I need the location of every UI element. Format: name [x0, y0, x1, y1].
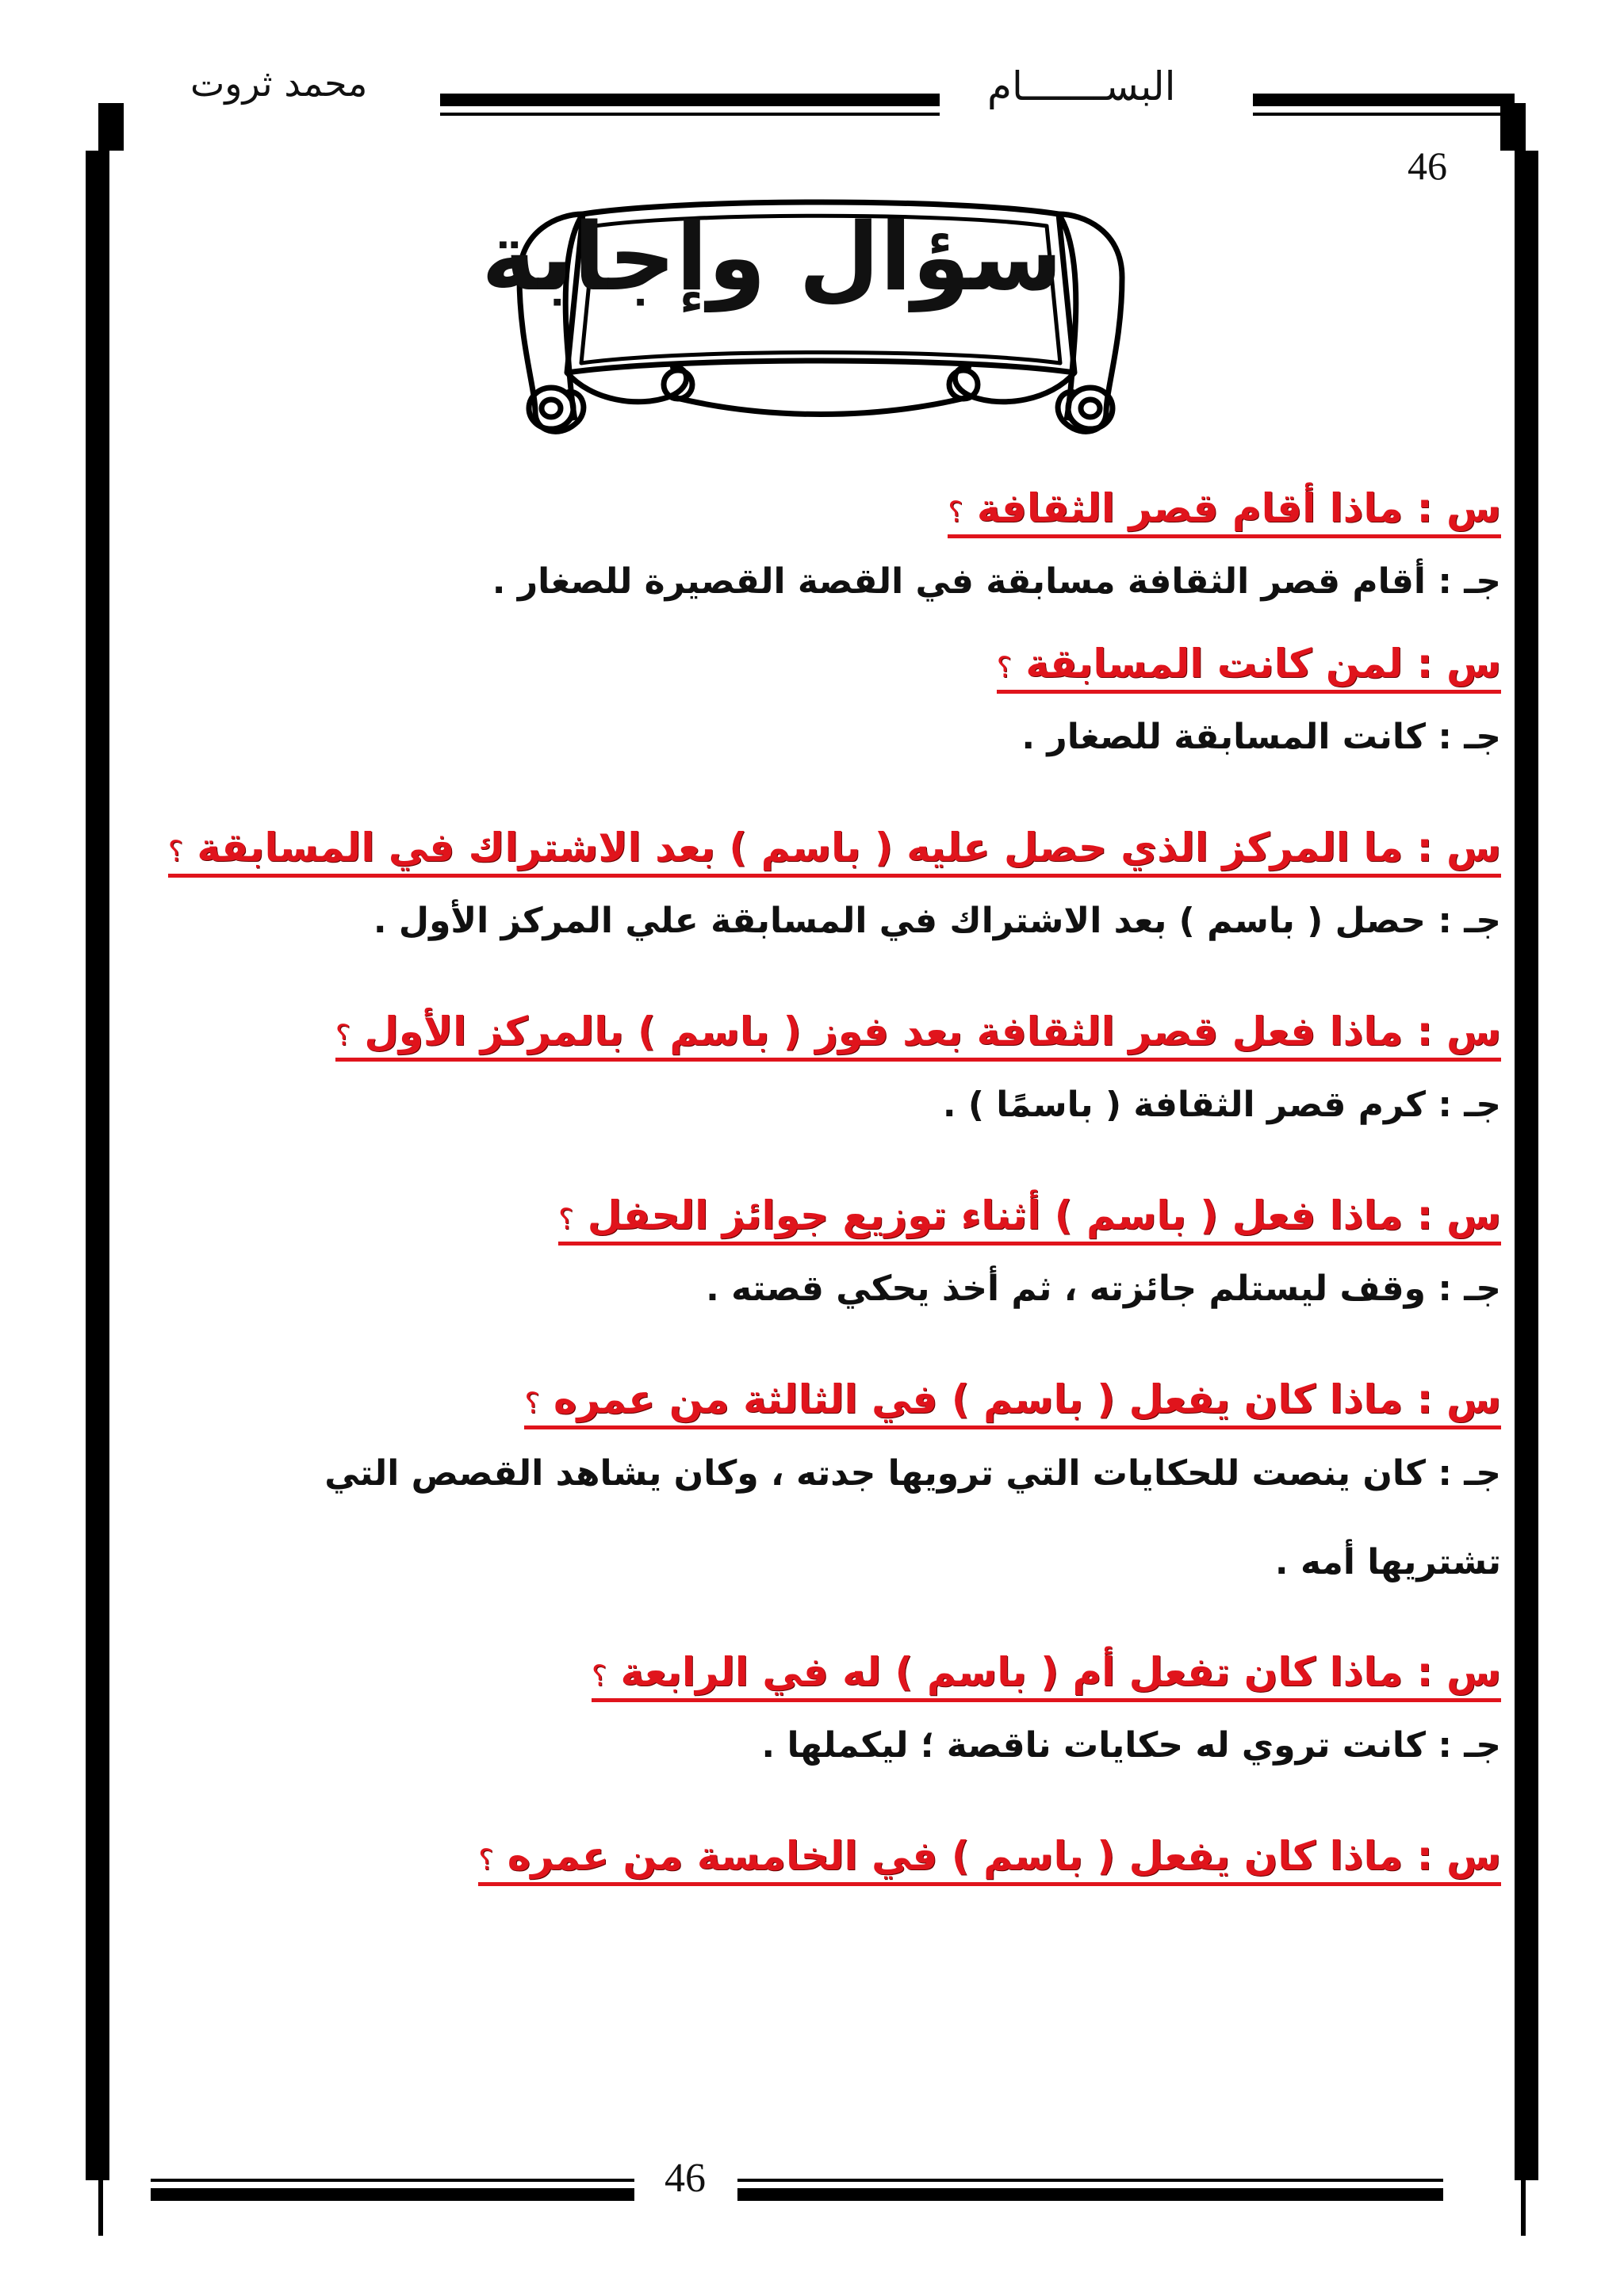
- answer: جـ : وقف ليستلم جائزته ، ثم أخذ يحكي قصته .: [706, 1269, 1501, 1309]
- question-label: س :: [1416, 485, 1501, 531]
- question-label: س :: [1416, 641, 1501, 687]
- question: [478, 1833, 1501, 1886]
- answer: جـ : كان ينصت للحكايات التي ترويها جدته ، وكان يشاهد القصص التي تشتريها أمه .: [324, 1453, 1501, 1582]
- qa-item-2: [185, 641, 1501, 781]
- qa-item-1: [185, 485, 1501, 626]
- header-rule-mid-thick: [440, 94, 940, 106]
- footer-rule-left-thick: [151, 2188, 634, 2201]
- question-text: ماذا فعل قصر الثقافة بعد فوز ( باسم ) بالمركز الأول: [364, 1008, 1404, 1054]
- question-mark: ؟: [478, 1844, 494, 1877]
- question-mark: ؟: [591, 1660, 607, 1693]
- qa-item-5: [185, 1192, 1501, 1333]
- question-text: ماذا كان تفعل أم ( باسم ) له في الرابعة: [620, 1649, 1404, 1695]
- answer: جـ : كانت المسابقة للصغار .: [1021, 717, 1501, 757]
- footer-rule-left-thin: [151, 2179, 634, 2182]
- frame-right-thin: [1521, 103, 1526, 2236]
- question-label: س :: [1416, 825, 1501, 871]
- answer: جـ : أقام قصر الثقافة مسابقة في القصة القصيرة للصغار .: [492, 561, 1501, 602]
- question-text: ماذا أقام قصر الثقافة: [976, 485, 1404, 531]
- frame-corner-tl: [100, 103, 124, 151]
- frame-corner-tr: [1500, 103, 1524, 151]
- banner-title: سؤال وإجابة: [481, 202, 1063, 312]
- question-label: س :: [1416, 1833, 1501, 1879]
- question-text: لمن كانت المسابقة: [1025, 641, 1404, 687]
- question-mark: ؟: [948, 496, 963, 529]
- question: [592, 1649, 1501, 1702]
- header-rule-right-thick: [1253, 94, 1515, 106]
- qa-item-8: [185, 1833, 1501, 1886]
- footer-rule-right-thin: [737, 2179, 1443, 2182]
- question: [558, 1192, 1501, 1246]
- question-mark: ؟: [524, 1387, 540, 1420]
- question-label: س :: [1416, 1376, 1501, 1422]
- question-label: س :: [1416, 1008, 1501, 1054]
- header-rule-mid-thin: [440, 113, 940, 116]
- question-mark: ؟: [167, 836, 183, 868]
- frame-left-thick: [86, 151, 109, 2180]
- header-book-title: البســـــــام: [987, 63, 1176, 109]
- question-text: ماذا كان يفعل ( باسم ) في الخامسة من عمره: [507, 1833, 1404, 1879]
- question-label: س :: [1416, 1649, 1501, 1695]
- qa-item-4: [185, 1008, 1501, 1149]
- question: [335, 1008, 1501, 1062]
- qa-item-6: [185, 1376, 1501, 1607]
- frame-left-thin: [98, 103, 103, 2236]
- answer: جـ : كانت تروي له حكايات ناقصة ؛ ليكملها .: [761, 1725, 1501, 1766]
- header-rule-right-thin: [1253, 113, 1515, 116]
- question: [948, 485, 1501, 538]
- page-number-bottom: 46: [665, 2156, 706, 2201]
- qa-item-7: [185, 1649, 1501, 1789]
- question: [997, 641, 1501, 694]
- question-mark: ؟: [558, 1203, 574, 1236]
- qa-item-3: [167, 825, 1501, 965]
- frame-right-thick: [1515, 151, 1538, 2180]
- question: [524, 1376, 1501, 1429]
- question-label: س :: [1416, 1192, 1501, 1238]
- question-text: ماذا فعل ( باسم ) أثناء توزيع جوائز الحفل: [587, 1192, 1404, 1238]
- answer: جـ : كرم قصر الثقافة ( باسمًا ) .: [942, 1085, 1501, 1125]
- footer-rule-right-thick: [737, 2188, 1443, 2201]
- question-mark: ؟: [996, 652, 1012, 684]
- question-mark: ؟: [335, 1020, 350, 1052]
- question-text: ماذا كان يفعل ( باسم ) في الثالثة من عمره: [553, 1376, 1404, 1422]
- page-number-top: 46: [1408, 144, 1447, 188]
- answer: جـ : حصل ( باسم ) بعد الاشتراك في المسابقة علي المركز الأول .: [373, 901, 1501, 941]
- header-author: محمد ثروت: [190, 62, 368, 105]
- question-text: ما المركز الذي حصل عليه ( باسم ) بعد الاشتراك في المسابقة: [197, 825, 1404, 871]
- question: [168, 825, 1501, 878]
